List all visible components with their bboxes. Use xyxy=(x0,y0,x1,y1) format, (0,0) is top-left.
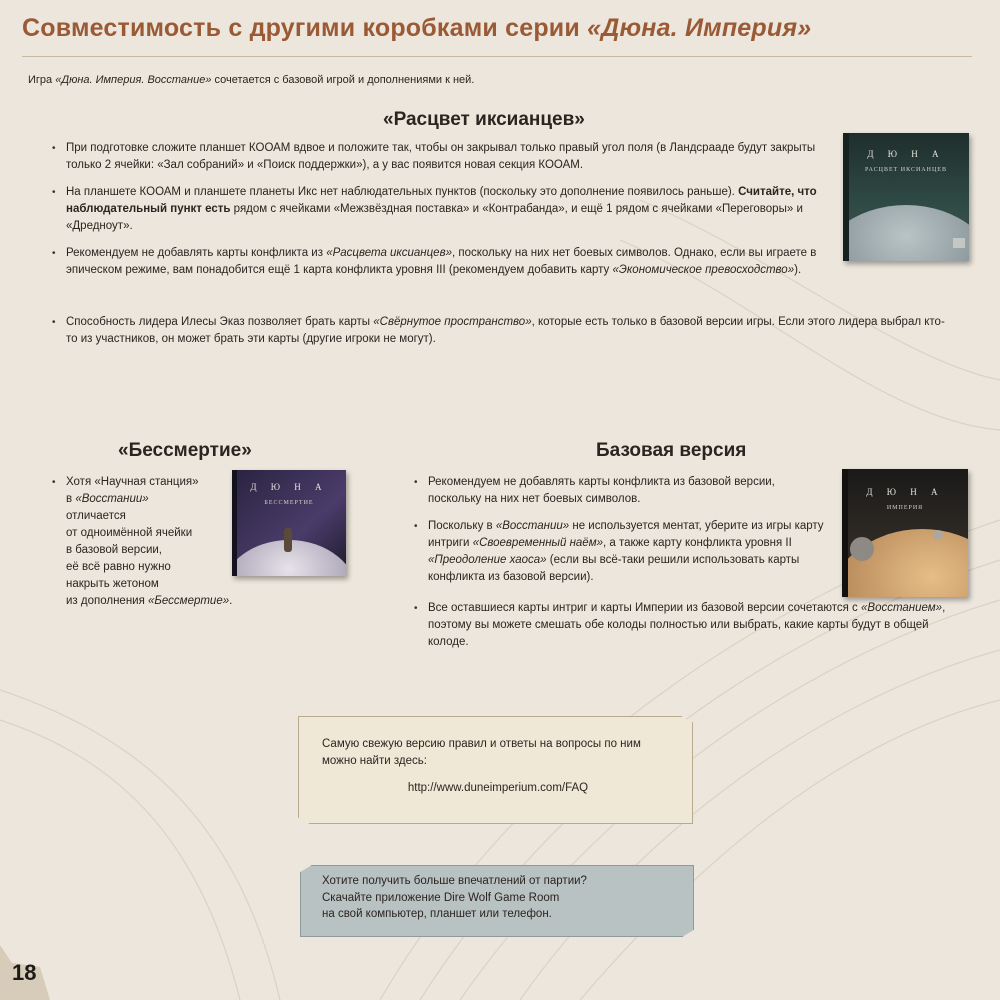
immortality-rules-list xyxy=(40,474,260,610)
faq-note-box xyxy=(298,716,693,824)
base-game-box-image xyxy=(842,469,968,597)
list-item xyxy=(402,518,827,586)
list-item-italic: «Свёрнутое пространство» xyxy=(373,316,532,328)
list-item-text: Хотя «Научная станция» xyxy=(66,476,199,488)
list-item-text: , поэтому вы можете смешать обе колоды полностью или выбрать, какие карты будут в общей колоде. xyxy=(428,602,946,648)
list-item xyxy=(40,245,830,279)
ix-rules-list-wide xyxy=(40,314,950,348)
list-item-text: ). xyxy=(794,264,802,276)
faq-note-line: можно найти здесь: xyxy=(322,755,427,767)
list-item-italic: «Восстании» xyxy=(75,493,149,505)
page-title-series: «Дюна. Империя» xyxy=(587,14,812,42)
list-item-text: Рекомендуем не добавлять карты конфликта из базовой версии, поскольку на них нет боевых символов. xyxy=(428,476,775,505)
base-rules-list-wide xyxy=(402,600,947,651)
list-item xyxy=(40,474,260,610)
app-promo-line: Скачайте приложение Dire Wolf Game Room xyxy=(322,891,560,904)
base-rules-list xyxy=(402,474,827,596)
list-item xyxy=(402,474,827,508)
app-promo-line: на свой компьютер, планшет или телефон. xyxy=(322,908,552,920)
faq-link[interactable]: http://www.duneimperium.com/FAQ xyxy=(407,782,589,794)
section-heading-immortality: «Бессмертие» xyxy=(118,440,252,461)
box-title: Д Ю Н А xyxy=(250,482,328,492)
title-divider xyxy=(22,56,972,57)
list-item-text: в xyxy=(66,493,76,505)
list-item-italic: «Восстании» xyxy=(495,520,570,532)
box-subtitle: РАСЦВЕТ ИКСИАНЦЕВ xyxy=(865,167,947,173)
intro-prefix: Игра xyxy=(28,74,56,86)
rise-of-ix-box-image xyxy=(843,133,969,261)
page-title-main: Совместимость с другими коробками серии xyxy=(22,14,588,42)
list-item-bold: Считайте, что наблюдательный пункт есть xyxy=(66,186,817,215)
list-item-text: рядом с ячейками «Межзвёздная поставка» и «Контрабанда», и ещё 1 рядом с ячейками «Переговоры» и «Дредноут». xyxy=(66,203,803,232)
app-promo-line: Хотите получить больше впечатлений от партии? xyxy=(322,875,587,887)
list-item-italic: «Своевременный наём» xyxy=(472,537,603,549)
box-title: Д Ю Н А xyxy=(867,149,945,159)
list-item-text: , а также карту конфликта уровня II xyxy=(602,537,792,549)
intro-suffix: сочетается с базовой игрой и дополнениями к ней. xyxy=(211,74,475,86)
section-heading-ix: «Расцвет иксианцев» xyxy=(383,109,585,130)
list-item-text: , которые есть только в базовой версии игры. Если этого лидера выбрал кто-то из участников, он может брать эти карты (другие игроки не могут). xyxy=(66,316,945,345)
list-item-text: из дополнения xyxy=(66,595,149,607)
list-item-text: . xyxy=(229,595,233,607)
page-title xyxy=(22,14,982,43)
box-subtitle: БЕССМЕРТИЕ xyxy=(264,500,314,506)
intro-text xyxy=(28,74,474,86)
list-item-italic: «Экономическое превосходство» xyxy=(612,264,795,276)
intro-game-name: «Дюна. Империя. Восстание» xyxy=(55,74,212,86)
page-number: 18 xyxy=(12,960,37,985)
list-item-text: Поскольку в xyxy=(428,520,496,532)
list-item-italic: «Бессмертие» xyxy=(148,595,230,607)
list-item-text: отличается xyxy=(66,510,126,522)
list-item-text: Все оставшиеся карты интриг и карты Империи из базовой версии сочетаются с xyxy=(428,602,861,614)
list-item xyxy=(40,314,950,348)
faq-note-text xyxy=(322,736,682,770)
list-item-text: , поскольку на них нет боевых символов. Однако, если вы играете в эпическом режиме, вам понадобится ещё 1 карта конфликта уровня III (рекомендуем добавить карту xyxy=(66,247,817,276)
list-item-text: (если вы всё-таки решили использовать карты конфликта из базовой версии). xyxy=(428,554,800,583)
list-item-italic: «Восстанием» xyxy=(861,602,943,614)
list-item-text: не используется ментат, уберите из игры карту интриги xyxy=(428,520,824,549)
list-item-text: Рекомендуем не добавлять карты конфликта из xyxy=(66,247,327,259)
list-item xyxy=(40,140,830,174)
list-item-italic: «Преодоление хаоса» xyxy=(428,554,547,566)
list-item-text: Способность лидера Илесы Эказ позволяет брать карты xyxy=(66,316,374,328)
faq-note-line: Самую свежую версию правил и ответы на вопросы по ним xyxy=(322,738,641,750)
immortality-box-image xyxy=(232,470,346,576)
section-heading-base: Базовая версия xyxy=(596,440,747,461)
list-item-text: На планшете КООАМ и планшете планеты Икс нет наблюдательных пунктов (поскольку это дополнение появилось раньше). xyxy=(66,186,739,198)
list-item-text: накрыть жетоном xyxy=(66,578,159,590)
app-promo-text xyxy=(322,873,682,923)
list-item xyxy=(402,600,947,651)
list-item-text: её всё равно нужно xyxy=(66,561,171,573)
ix-rules-list xyxy=(40,140,830,289)
box-subtitle: ИМПЕРИЯ xyxy=(886,505,924,511)
list-item xyxy=(40,184,830,235)
list-item-text: в базовой версии, xyxy=(66,544,162,556)
list-item-text: от одноимённой ячейки xyxy=(66,527,193,539)
list-item-text: При подготовке сложите планшет КООАМ вдвое и положите так, чтобы он закрывал только правый угол поля (в Ландсрааде будут закрыты только 2 ячейки: «Зал собраний» и «Поиск поддержки»), а у вас появится новая секция КООАМ. xyxy=(66,142,816,171)
list-item-italic: «Расцвета иксианцев» xyxy=(326,247,452,259)
box-title: Д Ю Н А xyxy=(866,487,944,497)
